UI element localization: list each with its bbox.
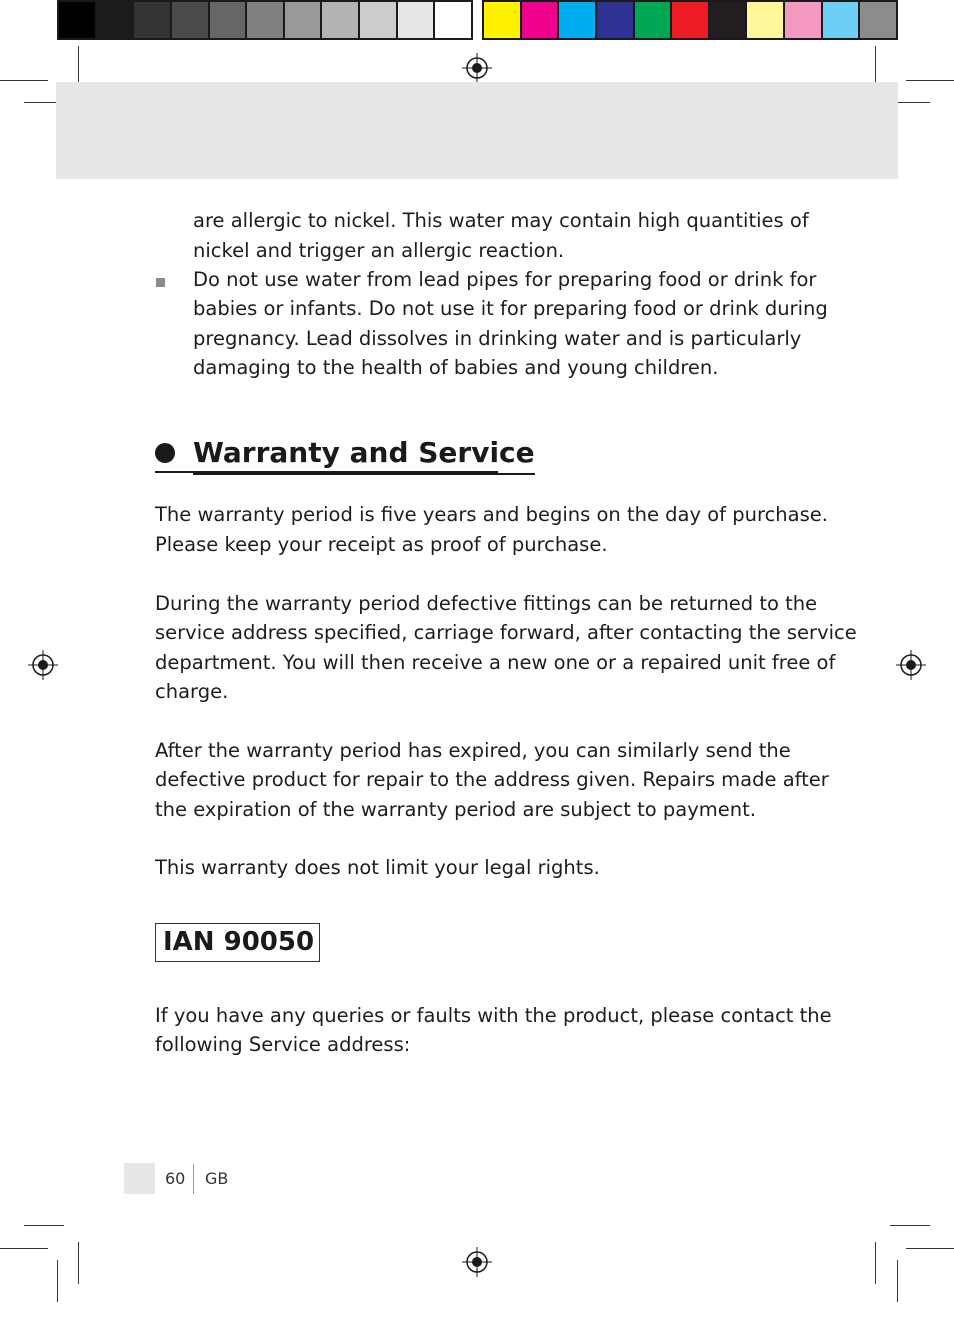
crop-mark: [875, 1242, 876, 1284]
color-swatch: [360, 2, 396, 38]
paragraph-line: After the warranty period has expired, you can similarly send the: [155, 739, 791, 762]
crop-mark: [890, 1225, 930, 1226]
footer-divider: [193, 1164, 194, 1194]
crop-mark: [906, 1248, 954, 1249]
bullet-line: Do not use water from lead pipes for preparing food or drink for: [193, 268, 817, 291]
paragraph-line: The warranty period is five years and begins on the day of purchase.: [155, 503, 828, 526]
crop-mark: [0, 1248, 48, 1249]
crop-mark: [24, 1225, 64, 1226]
color-swatch: [134, 2, 170, 38]
color-swatch: [247, 2, 283, 38]
paragraph-line: service address specified, carriage forward, after contacting the service: [155, 621, 857, 644]
color-swatch: [823, 2, 859, 38]
page-number: 60: [165, 1169, 186, 1188]
bullet-line: pregnancy. Lead dissolves in drinking water and is particularly: [193, 327, 802, 350]
registration-mark-icon: [28, 650, 58, 680]
paragraph-line: the expiration of the warranty period are subject to payment.: [155, 798, 756, 821]
color-swatch: [710, 2, 746, 38]
color-swatch: [59, 2, 95, 38]
crop-mark: [78, 1242, 79, 1284]
color-swatch: [860, 2, 896, 38]
paragraph-line: This warranty does not limit your legal rights.: [155, 856, 600, 879]
intro-line: are allergic to nickel. This water may contain high quantities of: [193, 209, 809, 232]
footer-tab: [124, 1163, 155, 1194]
registration-mark-icon: [896, 650, 926, 680]
section-underline: [155, 471, 498, 473]
section-bullet-icon: [155, 443, 175, 463]
language-code: GB: [205, 1169, 229, 1188]
color-swatch: [322, 2, 358, 38]
bullet-line: damaging to the health of babies and young children.: [193, 356, 719, 379]
paragraph-line: Please keep your receipt as proof of purchase.: [155, 533, 608, 556]
registration-mark-icon: [462, 53, 492, 83]
color-swatch: [785, 2, 821, 38]
ian-number-box: IAN 90050: [155, 923, 320, 962]
process-color-bar: [482, 0, 898, 40]
crop-mark: [897, 1260, 898, 1302]
color-swatch: [210, 2, 246, 38]
color-swatch: [435, 2, 471, 38]
color-swatch: [97, 2, 133, 38]
intro-line: nickel and trigger an allergic reaction.: [193, 239, 565, 262]
color-swatch: [484, 2, 520, 38]
color-swatch: [398, 2, 434, 38]
color-swatch: [597, 2, 633, 38]
contact-line: If you have any queries or faults with the product, please contact the: [155, 1004, 832, 1027]
paragraph-line: defective product for repair to the address given. Repairs made after: [155, 768, 829, 791]
crop-mark: [0, 80, 48, 81]
registration-mark-icon: [462, 1247, 492, 1277]
paragraph-line: charge.: [155, 680, 229, 703]
color-swatch: [635, 2, 671, 38]
paragraph-line: During the warranty period defective fittings can be returned to the: [155, 592, 818, 615]
color-swatch: [285, 2, 321, 38]
header-band: [56, 82, 898, 179]
crop-mark: [906, 80, 954, 81]
color-swatch: [522, 2, 558, 38]
color-swatch: [559, 2, 595, 38]
bullet-line: babies or infants. Do not use it for preparing food or drink during: [193, 297, 828, 320]
color-swatch: [172, 2, 208, 38]
color-swatch: [747, 2, 783, 38]
grayscale-color-bar: [57, 0, 473, 40]
section-title: Warranty and Service: [193, 436, 535, 475]
crop-mark: [57, 1260, 58, 1302]
contact-line: following Service address:: [155, 1033, 411, 1056]
paragraph-line: department. You will then receive a new one or a repaired unit free of: [155, 651, 836, 674]
color-swatch: [672, 2, 708, 38]
bullet-square-icon: [156, 278, 165, 287]
